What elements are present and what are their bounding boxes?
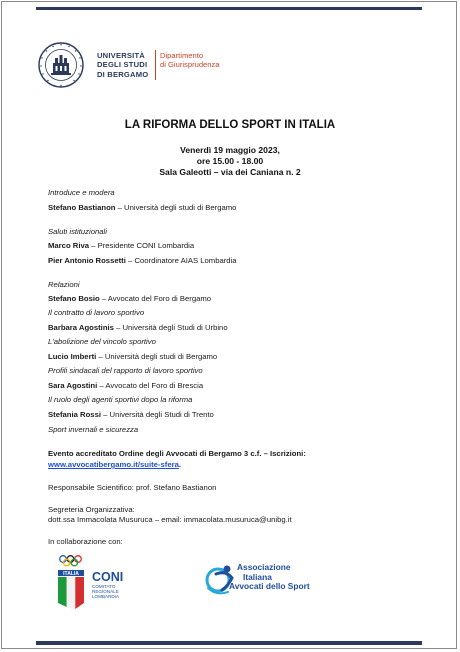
talk-speaker <box>48 352 217 362</box>
aias-line: Avvocati dello Sport <box>229 581 310 592</box>
aias-name <box>229 562 310 592</box>
header-divider <box>155 50 156 80</box>
coni-subtitle <box>92 584 119 600</box>
department-line: Dipartimento <box>160 51 204 60</box>
department-name <box>160 51 220 70</box>
speaker-affiliation: – Università degli Studi di Trento <box>100 410 214 419</box>
event-date: Venerdì 19 maggio 2023, <box>180 145 280 155</box>
aias-line: Italiana <box>243 571 272 582</box>
speaker-affiliation: – Università degli Studi di Urbino <box>113 323 228 332</box>
talk-speaker <box>48 410 214 420</box>
header-rule <box>36 7 422 10</box>
university-name <box>97 51 148 79</box>
speaker-affiliation: – Avvocato del Foro di Bergamo <box>99 294 212 303</box>
speaker-name: Stefania Rossi <box>48 410 101 419</box>
speaker-affiliation: – Università degli studi di Bergamo <box>96 352 218 361</box>
secretariat-contact: dott.ssa Immacolata Musuruca – email: immacolata.musuruca@unibg.it <box>48 515 292 524</box>
collaboration-label: In collaborazione con: <box>48 537 123 546</box>
coni-sub-line: COMITATO <box>92 584 116 589</box>
coni-sub-line: REGIONALE <box>92 589 119 595</box>
speaker-name: Marco Riva <box>48 241 90 250</box>
footer-rule <box>36 641 422 645</box>
talk-speaker <box>48 381 203 391</box>
talks-heading: Relazioni <box>48 280 80 289</box>
talk-speaker <box>48 294 211 304</box>
greeting-speaker <box>48 256 237 266</box>
university-line: DEGLI STUDI <box>97 60 148 70</box>
event-place: Sala Galeotti – via dei Caniana n. 2 <box>159 167 301 177</box>
talk-speaker <box>48 323 228 333</box>
talk-topic: L'abolizione del vincolo sportivo <box>48 337 156 346</box>
link-suffix: . <box>178 460 182 469</box>
university-line: UNIVERSITÀ <box>97 51 145 60</box>
talk-topic: Il ruolo degli agenti sportivi dopo la riforma <box>48 395 193 404</box>
coni-sub-line: LOMBARDIA <box>92 594 120 600</box>
speaker-affiliation: – Presidente CONI Lombardia <box>89 241 195 250</box>
university-line: DI BERGAMO <box>97 69 149 79</box>
speaker-affiliation: – Università degli studi di Bergamo <box>115 203 237 212</box>
scientific-lead: Responsabile Scientifico: prof. Stefano Bastianon <box>48 483 217 492</box>
department-line: di Giurisprudenza <box>160 60 220 70</box>
speaker-name: Lucio Imberti <box>48 352 97 361</box>
secretariat-heading: Segreteria Organizzativa: <box>48 505 135 514</box>
event-time: ore 15.00 - 18.00 <box>196 156 264 166</box>
aias-line: Associazione <box>237 562 291 572</box>
coni-flag-label: ITALIA <box>63 570 79 577</box>
registration-link[interactable]: www.avvocatibergamo.it/suite-sfera <box>48 460 179 469</box>
event-title: LA RIFORMA DELLO SPORT IN ITALIA <box>124 119 336 131</box>
greeting-speaker <box>48 241 194 251</box>
greetings-heading: Saluti istituzionali <box>48 227 107 236</box>
university-seal-icon <box>37 41 85 89</box>
speaker-name: Barbara Agostinis <box>48 323 114 332</box>
accreditation-text: Evento accreditato Ordine degli Avvocati di Bergamo 3 c.f. – Iscrizioni: <box>48 449 306 458</box>
coni-name: CONI <box>92 570 124 584</box>
intro-heading: Introduce e modera <box>48 188 115 197</box>
speaker-name: Sara Agostini <box>48 381 98 390</box>
speaker-affiliation: – Coordinatore AIAS Lombardia <box>125 256 237 265</box>
registration-line <box>48 460 181 470</box>
speaker-name: Stefano Bastianon <box>48 203 116 212</box>
intro-speaker <box>48 203 236 213</box>
speaker-affiliation: – Avvocato del Foro di Brescia <box>97 381 204 390</box>
talk-topic: Profili sindacali del rapporto di lavoro sportivo <box>48 366 203 375</box>
talk-topic: Sport invernali e sicurezza <box>48 425 139 434</box>
speaker-name: Pier Antonio Rossetti <box>48 256 126 265</box>
event-when <box>0 145 460 178</box>
talk-topic: Il contratto di lavoro sportivo <box>48 308 145 317</box>
speaker-name: Stefano Bosio <box>48 294 100 303</box>
